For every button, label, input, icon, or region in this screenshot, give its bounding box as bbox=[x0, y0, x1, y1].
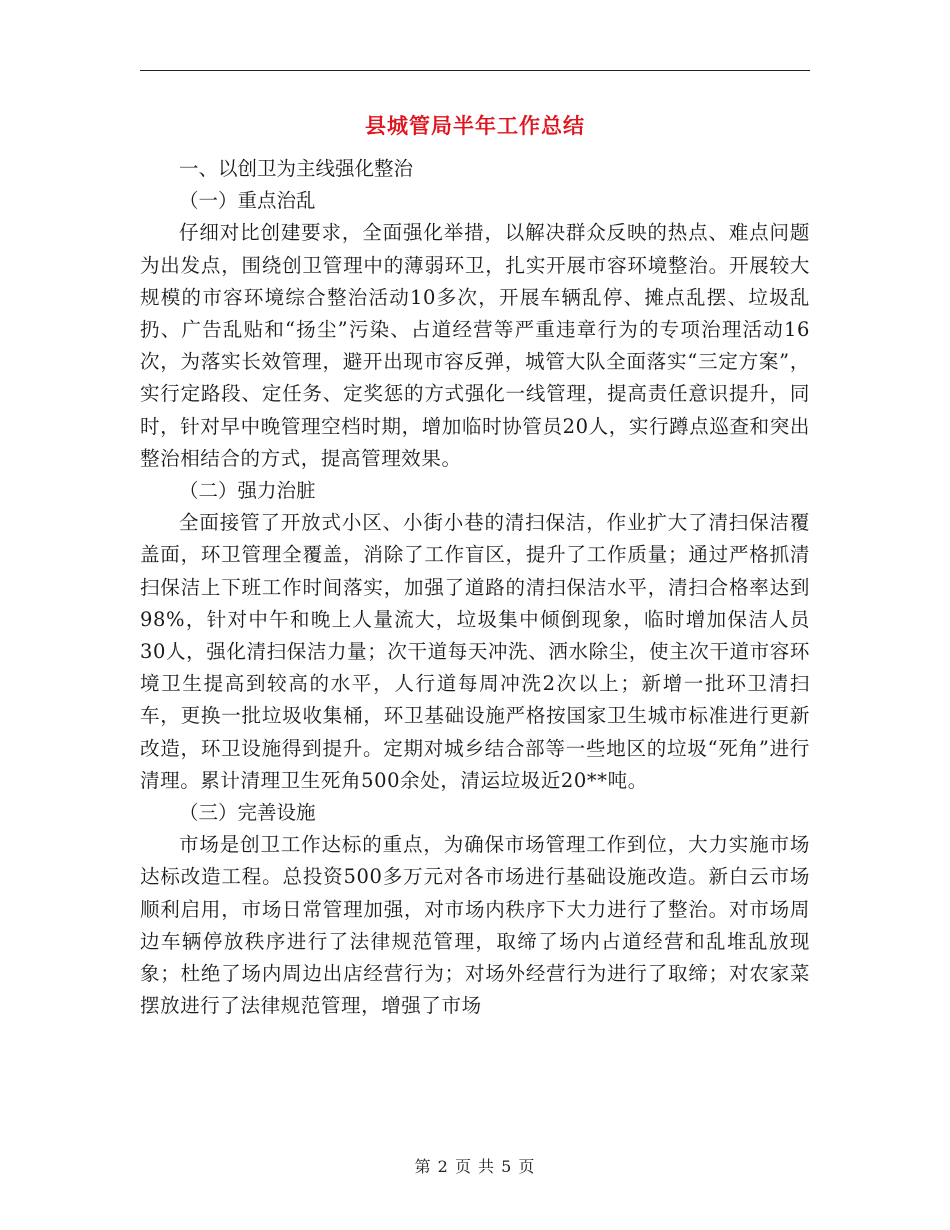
section-heading: 一、以创卫为主线强化整治 bbox=[179, 157, 414, 180]
body-paragraph: 全面接管了开放式小区、小街小巷的清扫保洁，作业扩大了清扫保洁覆盖面，环卫管理全覆盖，消除了工作盲区，提升了工作质量；通过严格抓清扫保洁上下班工作时间落实，加强了道路的清扫保洁水平，清扫合格率达到98%，针对中午和晚上人量流大，垃圾集中倾倒现象，临时增加保洁人员30人，强化清扫保洁力量；次干道每天冲洗、洒水除尘，使主次干道市容环境卫生提高到较高的水平，人行道每周冲洗2次以上；新增一批环卫清扫车，更换一批垃圾收集桶，环卫基础设施严格按国家卫生城市标准进行更新改造，环卫设施得到提升。定期对城乡结合部等一些地区的垃圾“死角”进行清理。累计清理卫生死角500余处，清运垃圾近20**吨。 bbox=[140, 511, 810, 792]
page-number-footer: 第 2 页 共 5 页 bbox=[414, 1157, 536, 1176]
body-paragraph: 仔细对比创建要求，全面强化举措，以解决群众反映的热点、难点问题为出发点，围绕创卫管理中的薄弱环卫，扎实开展市容环境整治。开展较大规模的市容环境综合整治活动10多次，开展车辆乱停、摊点乱摆、垃圾乱扔、广告乱贴和“扬尘”污染、占道经营等严重违章行为的专项治理活动16次，为落实长效管理，避开出现市容反弹，城管大队全面落实“三定方案”，实行定路段、定任务、定奖惩的方式强化一线管理，提高责任意识提升，同时，针对早中晚管理空档时期，增加临时协管员20人，实行蹲点巡查和突出整治相结合的方式，提高管理效果。 bbox=[140, 221, 810, 470]
body-paragraph: 市场是创卫工作达标的重点，为确保市场管理工作到位，大力实施市场达标改造工程。总投资500多万元对各市场进行基础设施改造。新白云市场顺利启用，市场日常管理加强，对市场内秩序下大力进行了整治。对市场周边车辆停放秩序进行了法律规范管理，取缔了场内占道经营和乱堆乱放现象；杜绝了场内周边出店经营行为；对场外经营行为进行了取缔；对农家菜摆放进行了法律规范管理，增强了市场 bbox=[140, 833, 810, 1018]
header-rule bbox=[140, 70, 810, 71]
document-body bbox=[140, 153, 810, 1022]
document-title: 县城管局半年工作总结 bbox=[365, 113, 585, 138]
subsection-heading: （一）重点治乱 bbox=[179, 189, 316, 213]
subsection-heading: （二）强力治脏 bbox=[179, 479, 316, 503]
subsection-heading: （三）完善设施 bbox=[179, 801, 316, 825]
